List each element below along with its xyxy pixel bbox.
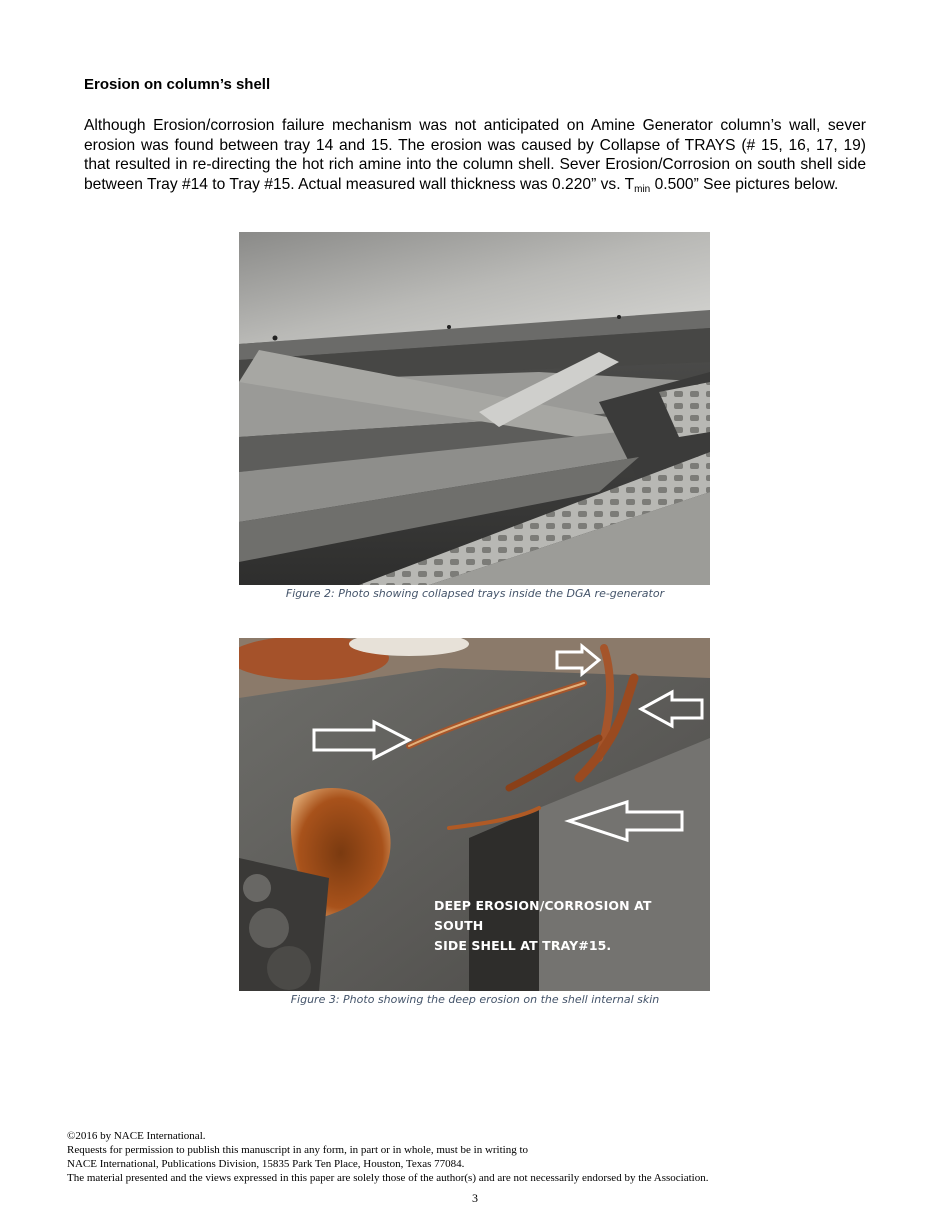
footer-line-3: NACE International, Publications Division, 15835 Park Ten Place, Houston, Texas 77084. (67, 1158, 465, 1170)
paragraph-main-text: Although Erosion/corrosion failure mechanism was not anticipated on Amine Generator column’s wall, sever erosion was found between tray 14 and 15. The erosion was caused by Collapse of TRAYS (# 15, 16, 17, 19) that resulted in re-directing the hot rich amine into the column shell. Sever Erosion/Corrosion on south shell side between Tray #14 to Tray #15. Actual measured wall thickness was 0.220” vs. T (84, 117, 866, 193)
figure-3-caption: Figure 3: Photo showing the deep erosion on the shell internal skin (290, 993, 660, 1006)
figure-3-photo-label (434, 896, 704, 956)
collapsed-trays-image (239, 232, 710, 585)
body-paragraph (84, 116, 866, 194)
paragraph-tail-text: 0.500” See pictures below. (650, 175, 839, 193)
tmin-subscript: min (634, 183, 651, 195)
footer-line-1: ©2016 by NACE International. (67, 1130, 206, 1142)
footer-line-2: Requests for permission to publish this manuscript in any form, in part or in whole, must be in writing to (67, 1144, 529, 1156)
copyright-footer (67, 1129, 887, 1185)
photo-label-line-1: DEEP EROSION/CORROSION AT SOUTH (434, 898, 652, 933)
footer-line-4: The material presented and the views expressed in this paper are solely those of the author(s) and are not necessarily endorsed by the Association. (67, 1172, 709, 1184)
photo-label-line-2: SIDE SHELL AT TRAY#15. (434, 938, 612, 953)
page-number: 3 (472, 1191, 478, 1205)
figure-2-photo (239, 232, 710, 585)
figure-2-caption: Figure 2: Photo showing collapsed trays inside the DGA re-generator (285, 587, 665, 600)
figure-3-photo (239, 638, 710, 991)
section-heading: Erosion on column’s shell (84, 76, 271, 93)
